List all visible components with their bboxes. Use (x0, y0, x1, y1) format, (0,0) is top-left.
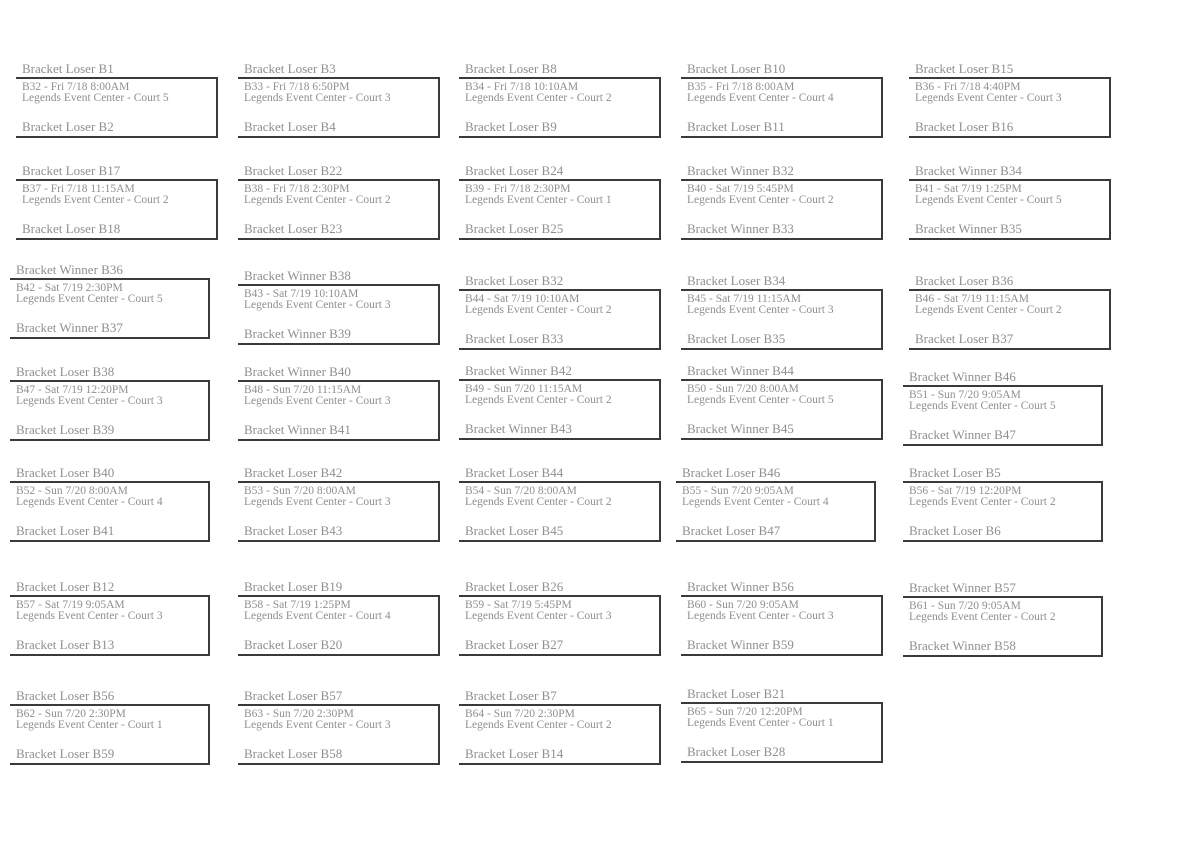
top-team: Bracket Loser B44 (465, 465, 564, 480)
game-time: B55 - Sun 7/20 9:05AM (682, 485, 794, 497)
bottom-team: Bracket Loser B47 (682, 523, 781, 538)
top-team: Bracket Loser B26 (465, 579, 564, 594)
game-venue: Legends Event Center - Court 3 (244, 496, 391, 508)
game-venue: Legends Event Center - Court 3 (687, 304, 834, 316)
game-venue: Legends Event Center - Court 1 (465, 194, 612, 206)
match-b59 (459, 580, 663, 662)
game-time: B50 - Sun 7/20 8:00AM (687, 383, 799, 395)
game-venue: Legends Event Center - Court 5 (16, 293, 163, 305)
match-b63 (238, 689, 442, 771)
game-venue: Legends Event Center - Court 2 (465, 496, 612, 508)
top-team: Bracket Loser B36 (915, 273, 1014, 288)
match-b58 (238, 580, 442, 662)
game-time: B44 - Sat 7/19 10:10AM (465, 293, 580, 305)
match-b53 (238, 466, 442, 548)
top-team: Bracket Winner B40 (244, 364, 351, 379)
game-venue: Legends Event Center - Court 4 (244, 610, 391, 622)
game-time: B62 - Sun 7/20 2:30PM (16, 708, 126, 720)
match-b60 (681, 580, 885, 662)
bottom-team: Bracket Loser B20 (244, 637, 343, 652)
game-venue: Legends Event Center - Court 2 (465, 394, 612, 406)
match-b48 (238, 365, 442, 447)
game-time: B35 - Fri 7/18 8:00AM (687, 81, 795, 93)
top-team: Bracket Loser B8 (465, 61, 557, 76)
top-team: Bracket Loser B21 (687, 686, 786, 701)
bottom-team: Bracket Loser B27 (465, 637, 564, 652)
top-team: Bracket Loser B46 (682, 465, 781, 480)
game-time: B47 - Sat 7/19 12:20PM (16, 384, 129, 396)
game-venue: Legends Event Center - Court 5 (909, 400, 1056, 412)
bottom-team: Bracket Loser B13 (16, 637, 115, 652)
game-time: B51 - Sun 7/20 9:05AM (909, 389, 1021, 401)
game-venue: Legends Event Center - Court 2 (465, 719, 612, 731)
match-b45 (681, 274, 885, 356)
bottom-team: Bracket Winner B58 (909, 638, 1016, 653)
bottom-team: Bracket Loser B14 (465, 746, 564, 761)
top-team: Bracket Winner B56 (687, 579, 794, 594)
game-venue: Legends Event Center - Court 3 (465, 610, 612, 622)
match-b39 (459, 164, 663, 246)
game-venue: Legends Event Center - Court 2 (465, 92, 612, 104)
game-venue: Legends Event Center - Court 3 (16, 395, 163, 407)
game-time: B45 - Sat 7/19 11:15AM (687, 293, 801, 305)
match-b42 (10, 263, 214, 345)
top-team: Bracket Loser B38 (16, 364, 115, 379)
game-time: B57 - Sat 7/19 9:05AM (16, 599, 125, 611)
match-b33 (238, 62, 442, 144)
match-b40 (681, 164, 885, 246)
bottom-team: Bracket Winner B33 (687, 221, 794, 236)
match-b50 (681, 364, 885, 446)
match-b47 (10, 365, 214, 447)
bottom-team: Bracket Loser B37 (915, 331, 1014, 346)
game-time: B64 - Sun 7/20 2:30PM (465, 708, 575, 720)
game-venue: Legends Event Center - Court 4 (682, 496, 829, 508)
game-venue: Legends Event Center - Court 3 (915, 92, 1062, 104)
game-venue: Legends Event Center - Court 5 (22, 92, 169, 104)
match-b56 (903, 466, 1107, 548)
bottom-team: Bracket Loser B11 (687, 119, 785, 134)
top-team: Bracket Loser B42 (244, 465, 343, 480)
match-b55 (676, 466, 880, 548)
bottom-team: Bracket Loser B45 (465, 523, 564, 538)
game-time: B43 - Sat 7/19 10:10AM (244, 288, 359, 300)
game-time: B53 - Sun 7/20 8:00AM (244, 485, 356, 497)
bottom-team: Bracket Winner B39 (244, 326, 351, 341)
bottom-team: Bracket Loser B39 (16, 422, 115, 437)
game-time: B39 - Fri 7/18 2:30PM (465, 183, 571, 195)
bottom-team: Bracket Loser B33 (465, 331, 564, 346)
bottom-team: Bracket Winner B45 (687, 421, 794, 436)
top-team: Bracket Loser B34 (687, 273, 786, 288)
game-time: B42 - Sat 7/19 2:30PM (16, 282, 123, 294)
match-b61 (903, 581, 1107, 663)
game-venue: Legends Event Center - Court 2 (909, 611, 1056, 623)
game-time: B40 - Sat 7/19 5:45PM (687, 183, 794, 195)
game-venue: Legends Event Center - Court 5 (687, 394, 834, 406)
top-team: Bracket Loser B22 (244, 163, 343, 178)
top-team: Bracket Loser B56 (16, 688, 115, 703)
game-time: B33 - Fri 7/18 6:50PM (244, 81, 350, 93)
bottom-team: Bracket Loser B43 (244, 523, 343, 538)
match-b49 (459, 364, 663, 446)
game-venue: Legends Event Center - Court 4 (687, 92, 834, 104)
top-team: Bracket Loser B15 (915, 61, 1014, 76)
bottom-team: Bracket Winner B59 (687, 637, 794, 652)
game-time: B65 - Sun 7/20 12:20PM (687, 706, 803, 718)
game-time: B54 - Sun 7/20 8:00AM (465, 485, 577, 497)
game-venue: Legends Event Center - Court 1 (16, 719, 163, 731)
game-time: B52 - Sun 7/20 8:00AM (16, 485, 128, 497)
bottom-team: Bracket Loser B59 (16, 746, 115, 761)
game-venue: Legends Event Center - Court 2 (244, 194, 391, 206)
top-team: Bracket Winner B34 (915, 163, 1022, 178)
match-b34 (459, 62, 663, 144)
top-team: Bracket Winner B32 (687, 163, 794, 178)
game-time: B46 - Sat 7/19 11:15AM (915, 293, 1029, 305)
top-team: Bracket Winner B38 (244, 268, 351, 283)
match-b35 (681, 62, 885, 144)
game-time: B37 - Fri 7/18 11:15AM (22, 183, 135, 195)
match-b44 (459, 274, 663, 356)
game-venue: Legends Event Center - Court 3 (244, 395, 391, 407)
match-b65 (681, 687, 885, 769)
game-venue: Legends Event Center - Court 5 (915, 194, 1062, 206)
game-time: B58 - Sat 7/19 1:25PM (244, 599, 351, 611)
match-b36 (909, 62, 1113, 144)
match-b46 (909, 274, 1113, 356)
game-time: B56 - Sat 7/19 12:20PM (909, 485, 1022, 497)
top-team: Bracket Loser B5 (909, 465, 1001, 480)
game-time: B60 - Sun 7/20 9:05AM (687, 599, 799, 611)
bottom-team: Bracket Loser B6 (909, 523, 1001, 538)
bottom-team: Bracket Loser B16 (915, 119, 1014, 134)
game-time: B32 - Fri 7/18 8:00AM (22, 81, 130, 93)
game-venue: Legends Event Center - Court 3 (244, 92, 391, 104)
game-time: B49 - Sun 7/20 11:15AM (465, 383, 583, 395)
top-team: Bracket Loser B57 (244, 688, 343, 703)
match-b51 (903, 370, 1107, 452)
game-venue: Legends Event Center - Court 2 (915, 304, 1062, 316)
bottom-team: Bracket Loser B4 (244, 119, 336, 134)
bottom-team: Bracket Winner B47 (909, 427, 1016, 442)
bottom-team: Bracket Loser B35 (687, 331, 786, 346)
top-team: Bracket Loser B24 (465, 163, 564, 178)
top-team: Bracket Loser B19 (244, 579, 343, 594)
game-venue: Legends Event Center - Court 3 (244, 299, 391, 311)
top-team: Bracket Winner B36 (16, 262, 123, 277)
game-time: B59 - Sat 7/19 5:45PM (465, 599, 572, 611)
match-b64 (459, 689, 663, 771)
bottom-team: Bracket Loser B9 (465, 119, 557, 134)
game-time: B34 - Fri 7/18 10:10AM (465, 81, 579, 93)
bottom-team: Bracket Winner B37 (16, 320, 123, 335)
bottom-team: Bracket Loser B23 (244, 221, 343, 236)
game-venue: Legends Event Center - Court 2 (465, 304, 612, 316)
bottom-team: Bracket Loser B41 (16, 523, 115, 538)
match-b37 (16, 164, 220, 246)
top-team: Bracket Loser B40 (16, 465, 115, 480)
top-team: Bracket Winner B57 (909, 580, 1016, 595)
match-b62 (10, 689, 214, 771)
top-team: Bracket Loser B7 (465, 688, 557, 703)
game-venue: Legends Event Center - Court 3 (244, 719, 391, 731)
bottom-team: Bracket Winner B43 (465, 421, 572, 436)
game-time: B41 - Sat 7/19 1:25PM (915, 183, 1022, 195)
top-team: Bracket Winner B42 (465, 363, 572, 378)
match-b38 (238, 164, 442, 246)
bottom-team: Bracket Loser B58 (244, 746, 343, 761)
match-b57 (10, 580, 214, 662)
match-b54 (459, 466, 663, 548)
match-b52 (10, 466, 214, 548)
top-team: Bracket Loser B17 (22, 163, 121, 178)
bottom-team: Bracket Loser B2 (22, 119, 114, 134)
bottom-team: Bracket Loser B25 (465, 221, 564, 236)
top-team: Bracket Loser B12 (16, 579, 115, 594)
match-b43 (238, 269, 442, 351)
game-venue: Legends Event Center - Court 3 (16, 610, 163, 622)
game-venue: Legends Event Center - Court 2 (687, 194, 834, 206)
game-venue: Legends Event Center - Court 4 (16, 496, 163, 508)
top-team: Bracket Loser B10 (687, 61, 786, 76)
game-time: B61 - Sun 7/20 9:05AM (909, 600, 1021, 612)
top-team: Bracket Loser B3 (244, 61, 336, 76)
game-venue: Legends Event Center - Court 2 (22, 194, 169, 206)
game-time: B63 - Sun 7/20 2:30PM (244, 708, 354, 720)
game-time: B48 - Sun 7/20 11:15AM (244, 384, 362, 396)
match-b32 (16, 62, 220, 144)
bottom-team: Bracket Winner B41 (244, 422, 351, 437)
game-venue: Legends Event Center - Court 2 (909, 496, 1056, 508)
match-b41 (909, 164, 1113, 246)
game-venue: Legends Event Center - Court 3 (687, 610, 834, 622)
game-time: B36 - Fri 7/18 4:40PM (915, 81, 1021, 93)
top-team: Bracket Loser B32 (465, 273, 564, 288)
top-team: Bracket Winner B44 (687, 363, 794, 378)
bottom-team: Bracket Loser B18 (22, 221, 121, 236)
game-time: B38 - Fri 7/18 2:30PM (244, 183, 350, 195)
bottom-team: Bracket Winner B35 (915, 221, 1022, 236)
game-venue: Legends Event Center - Court 1 (687, 717, 834, 729)
top-team: Bracket Loser B1 (22, 61, 114, 76)
top-team: Bracket Winner B46 (909, 369, 1016, 384)
bottom-team: Bracket Loser B28 (687, 744, 786, 759)
